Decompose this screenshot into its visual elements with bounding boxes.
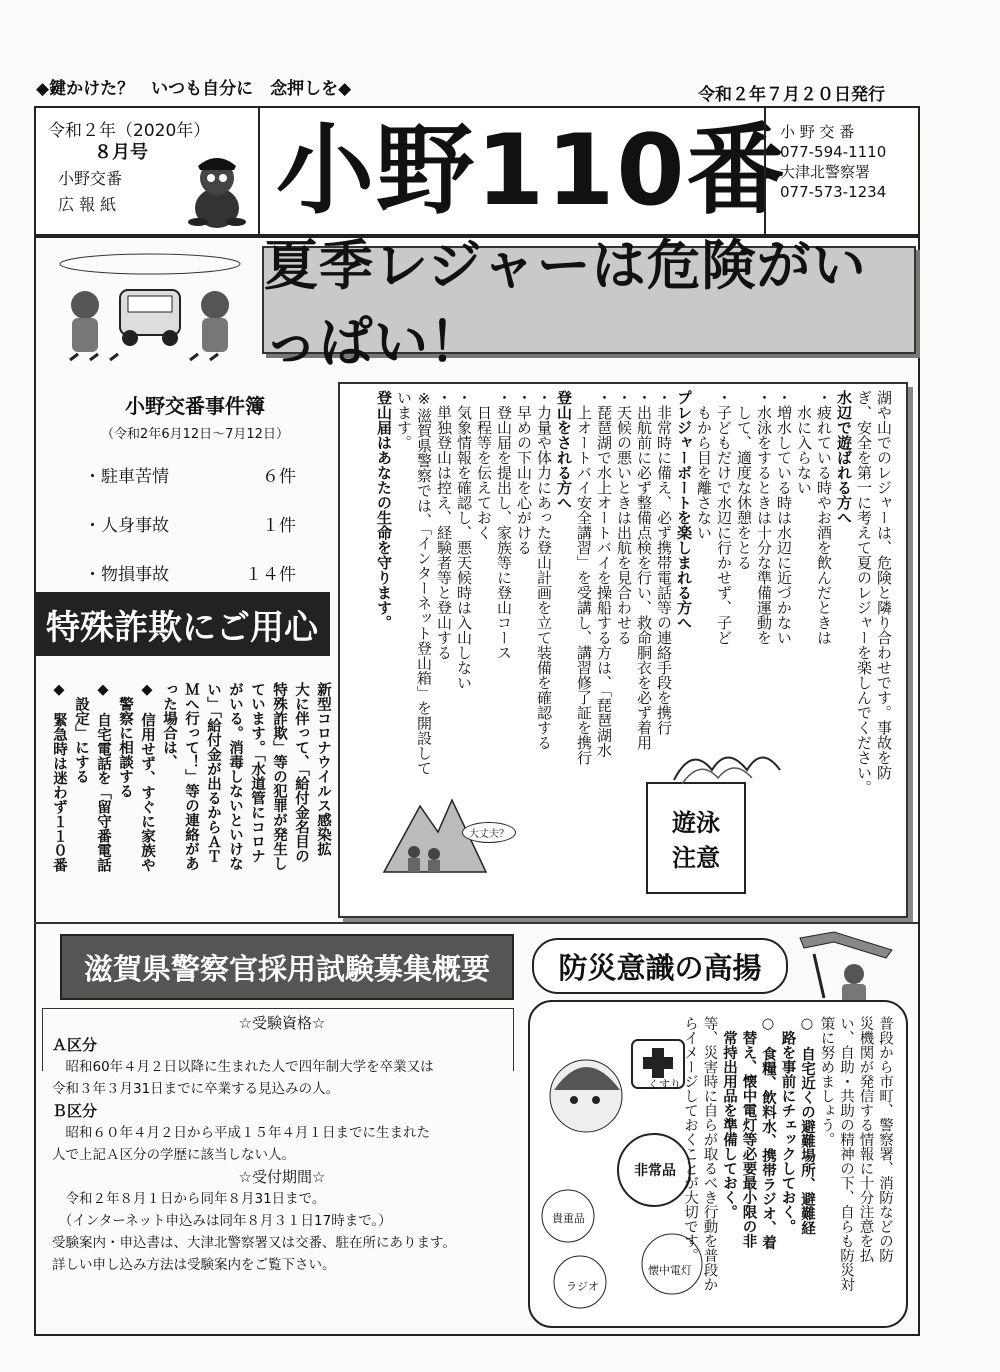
a-label: Ａ区分 [52,1036,98,1054]
newspaper-title: 小野110番 [276,114,787,228]
contact-koban: 小 野 交 番 [780,123,855,141]
case-book [64,390,326,590]
recruit-heading-banner [60,934,514,1000]
kit-emergency: 非常品 [634,1163,676,1179]
leisure-heading: 夏季レジャーは危険がいっぱい！ [264,234,867,374]
contact-box [764,108,918,234]
publisher: 小野交番 [58,169,123,188]
case-row-injury [64,511,326,536]
mountain-line: ・力量や体力にあった登山計画を立て装備を確認する [535,390,553,750]
water-line: 水に入らない [795,390,813,495]
b-label: Ｂ区分 [52,1102,98,1120]
boat-line: ・琵琶湖で水上オートバイを操船する方は、「琵琶湖水 [595,390,613,758]
case-row-property [64,560,326,585]
disaster-line: 常持出用品を準備しておく。 [721,1016,737,1219]
disaster-line: 路を事前にチェックしておく。 [779,1016,796,1234]
disaster-body [676,1016,894,1316]
disaster-line: 替え、懐中電灯等必要最小限の非 [740,1016,757,1248]
boat-line: 上オートバイ安全講習」を受講し、講習修了証を携行 [575,390,593,765]
boat-line: ・非常時に備え、必ず携帯電話等の連絡手段を携行 [655,390,673,735]
mountain-line: ※滋賀県警察では、「インターネット登山箱」を開設して [415,390,433,776]
b-line: 人で上記Ａ区分の学歴に該当しない人。 [52,1147,295,1163]
mountain-title: 登山をされる方へ [555,390,573,510]
issue-box [36,108,260,234]
case-count: １４件 [245,565,296,585]
fraud-tip: 設定」にする [73,682,89,784]
a-line: 昭和60年４月２日以降に生まれた人で四年制大学を卒業又は [52,1059,434,1075]
fraud-line: った場合は、 [161,682,177,769]
disaster-line: 等、災害時に自らが取るべき行動を普段か [701,1016,718,1292]
leisure-intro: 湖や山でのレジャーは、危険と隣り合わせです。事故を防 [875,390,893,780]
period-line: 令和２年８月１日から同年８月31日まで。 [52,1191,326,1207]
period-title: ☆受付期間☆ [238,1168,326,1186]
issue-month: ８月号 [94,142,148,163]
kit-valuables: 貴重品 [552,1212,585,1225]
water-line: ・増水している時は水辺に近づかない [775,390,793,645]
fraud-line: Ｍへ行って！」等の連絡があ [183,682,199,871]
leisure-heading-banner [262,234,916,374]
fraud-body [50,682,334,920]
water-line: して、適度な休憩をとる [735,390,753,570]
recruit-content [52,1012,512,1276]
fraud-heading-banner [34,592,330,656]
disaster-line: 普段から市町、警察署、消防などの防 [877,1016,893,1263]
mountain-closing: 登山届はあなたの生命を守ります。 [375,390,393,630]
water-line: ・子どもだけで水辺に行かせず、子ど [715,390,733,645]
water-line: ・水泳をするときは十分な準備運動を [755,390,773,645]
fraud-tip: ◆ 自宅電話を「留守番電話 [95,682,111,872]
kit-radio: ラジオ [566,1280,599,1293]
kit-medicine: くすり [648,1078,681,1091]
boat-line: ・天候の悪いときは出航を見合わせる [615,390,633,645]
water-line: もから目を離さない [695,390,713,540]
boat-title: プレジャーボートを楽しまれる方へ [675,390,693,630]
police-car-illustration [50,250,250,370]
fraud-heading: 特殊詐欺にご用心 [46,607,318,648]
disaster-heading-banner [532,938,788,994]
contact-station: 大津北警察署 [780,163,871,181]
mountain-line: ・早めの下山を心がける [515,390,533,555]
case-count: １件 [262,516,296,536]
fraud-line: ています。「水道管にコロナ [249,682,265,864]
section-divider [34,922,918,924]
mountain-line: います。 [395,390,413,450]
disaster-heading: 防災意識の高揚 [558,950,762,985]
swim-caution-sign [646,782,746,894]
fraud-tip: ◆ 緊急時は迷わず１１０番 [51,682,67,872]
case-label: ・物損事故 [84,565,169,585]
issue-year: 令和２年（2020年） [48,121,211,141]
water-line: ・疲れている時やお酒を飲んだときは [815,390,833,645]
boat-line: ・出航前に必ず整備点検を行い、救命胴衣を必ず着用 [635,390,653,750]
period-line: 詳しい申し込み方法は受験案内をご覧下さい。 [52,1257,336,1273]
contact-station-phone: 077-573-1234 [780,183,887,201]
water-title: 水辺で遊ばれる方へ [835,390,853,525]
mountain-line: 日程等を伝えておく [475,390,493,540]
mountain-line: ・気象情報を確認し、悪天候時は入山しない [455,390,473,690]
fraud-line: 新型コロナウイルス感染拡 [315,682,331,856]
earthquake-illustration [794,928,898,1008]
fraud-line: 大に伴って、「給付金名目の [293,682,309,864]
disaster-line: ○ 自宅近くの避難場所、避難経 [799,1016,815,1235]
recruit-heading: 滋賀県警察官採用試験募集概要 [83,951,490,986]
b-line: 昭和６０年４月２日から平成１５年４月１日までに生まれた [52,1125,430,1141]
illustration-speech: 大丈夫？ [462,822,516,843]
fraud-line: 特殊詐欺」等の犯罪が発生し [271,682,287,871]
case-label: ・人身事故 [84,516,169,536]
paper-kind: 広 報 紙 [58,195,117,214]
case-count: ６件 [262,467,296,487]
kit-flashlight: 懐中電灯 [648,1264,692,1277]
disaster-line: らイメージしておくことが大切です。 [682,1016,698,1263]
qual-title: ☆受験資格☆ [238,1014,326,1032]
case-row-parking [64,462,326,487]
sign-line: 注意 [672,844,720,872]
contact-koban-phone: 077-594-1110 [780,143,887,161]
disaster-line: い、自助・共助の精神の下、自らも防災対 [838,1016,854,1292]
disaster-line: ○ 食糧、飲料水、携帯ラジオ、着 [760,1016,776,1250]
fraud-line: い」「給付金が出るからＡＴ [205,682,221,864]
fraud-line: がいる。消毒しないといけな [227,682,243,871]
issue-date: 令和２年７月２０日発行 [698,85,885,105]
period-line: 受験案内・申込書は、大津北警察署又は交番、駐在所にあります。 [52,1235,456,1251]
period-line: （インターネット申込みは同年８月３１日17時まで。） [52,1213,392,1229]
wave-icon [672,740,782,786]
disaster-line: 災機関が発信する情報に十分注意を払 [857,1016,874,1263]
leisure-intro: ぎ、安全を第一に考えて夏のレジャーを楽しんでください。 [855,390,873,795]
disaster-line: 策に努めましょう。 [818,1016,835,1147]
a-line: 令和３年３月31日までに卒業する見込みの人。 [52,1081,340,1097]
mountain-line: ・単独登山は控え、経験者等と登山する [435,390,453,660]
police-mascot-icon [184,148,250,230]
fraud-tip: 警察に相談する [117,682,133,798]
fraud-tip: ◆ 信用せず、すぐに家族や [139,682,155,872]
slogan: ◆鍵かけた？ いつも自分に 念押しを◆ [36,79,352,99]
masthead [34,106,920,236]
case-book-title: 小野交番事件簿 [125,394,265,418]
sign-line: 遊泳 [672,809,720,837]
mountain-line: ・登山届を提出し、家族等に登山コース [495,390,513,660]
case-label: ・駐車苦情 [84,467,169,487]
case-book-period: （令和2年6月12日～7月12日） [101,427,289,442]
